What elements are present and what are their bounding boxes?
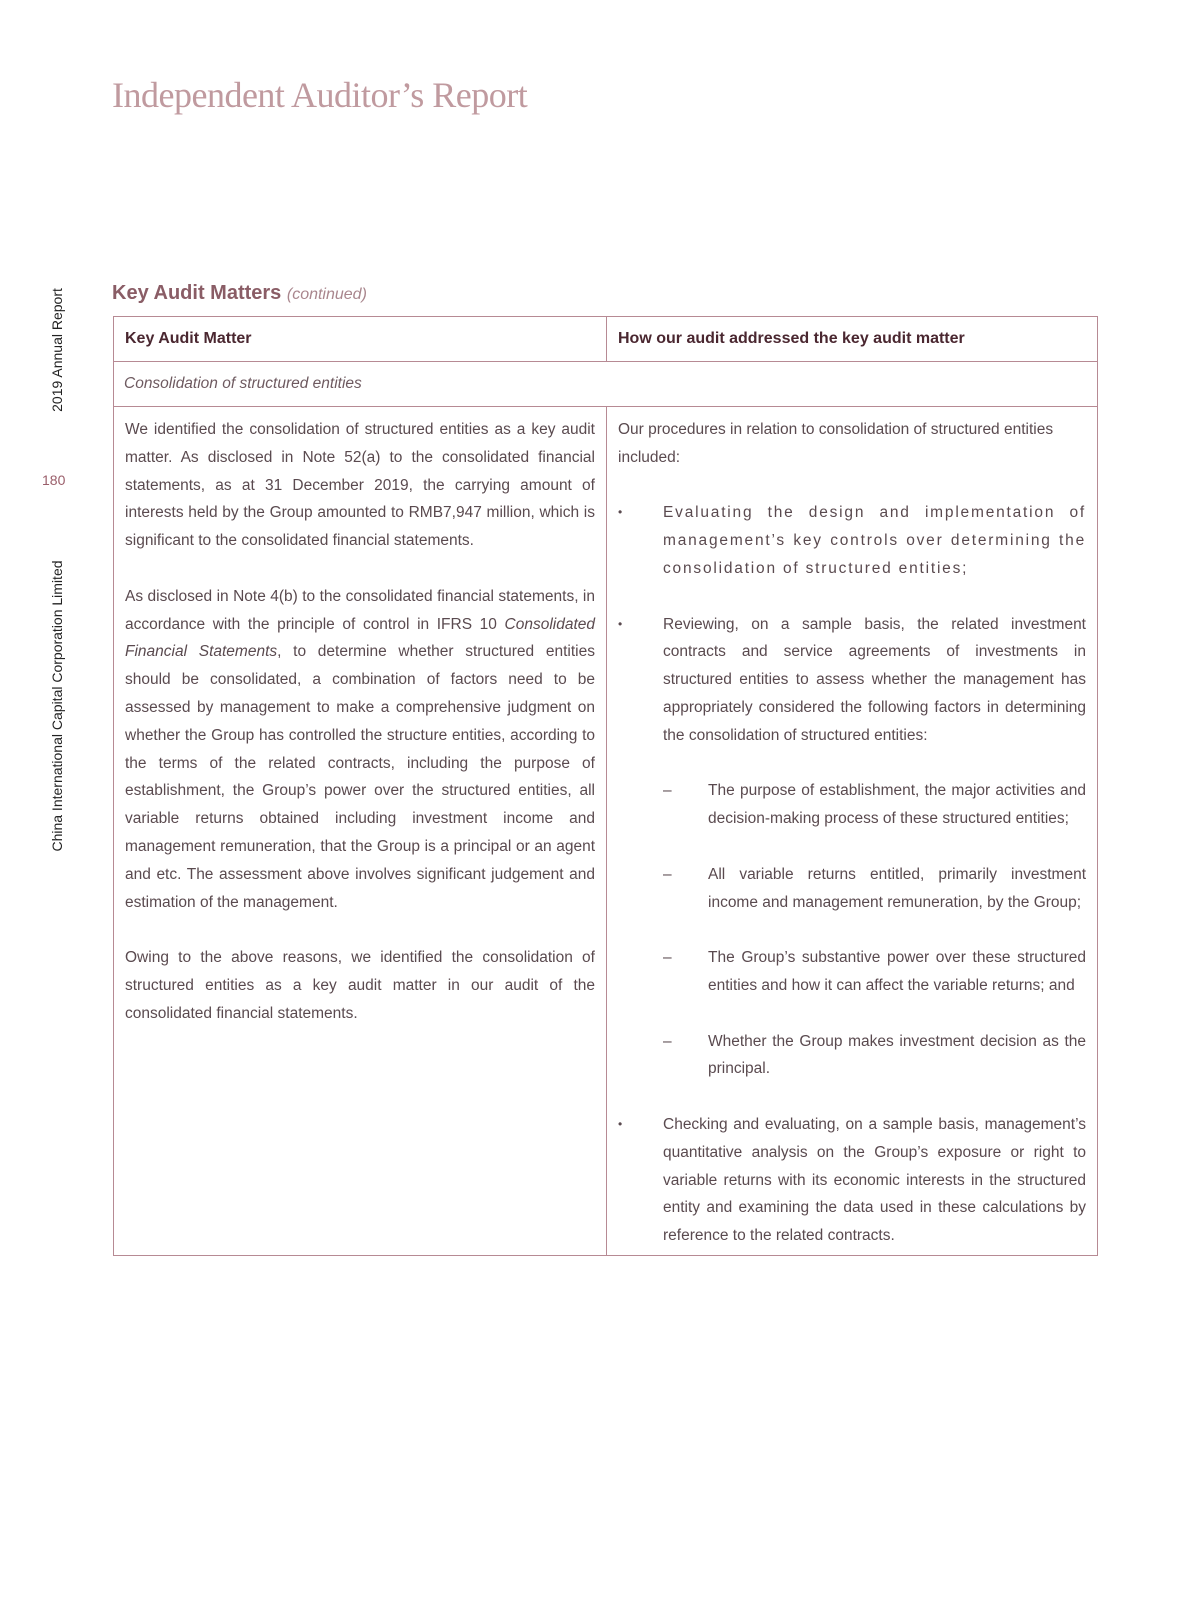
procedure-bullet-3 xyxy=(618,1111,1086,1250)
dash-marker: – xyxy=(663,949,672,967)
table-body-row xyxy=(114,407,1098,1256)
factor-item-1 xyxy=(618,777,1086,833)
table-subhead-row xyxy=(114,362,1098,407)
standard-name: Consolidated Financial Statements xyxy=(125,615,595,661)
audit-response-cell xyxy=(607,407,1098,1256)
factor-item-2-text: All variable returns entitled, primarily investment income and management remuneration, by the Group; xyxy=(708,865,1086,911)
procedure-bullet-2-text: Reviewing, on a sample basis, the related investment contracts and service agreements of investments in structured entities to assess whether the management has appropriately considered the following factors in determining the consolidation of structured entities: xyxy=(663,615,1086,744)
column-header-audit-response: How our audit addressed the key audit matter xyxy=(607,317,1098,362)
factor-item-2 xyxy=(618,861,1086,917)
procedure-bullet-1-text: Evaluating the design and implementation of management’s key controls over determining the consolidation of structured entities; xyxy=(663,504,1086,577)
section-title-text: Key Audit Matters xyxy=(112,282,282,304)
section-subtitle: (continued) xyxy=(286,286,367,303)
table-header-row xyxy=(114,317,1098,362)
factor-item-3-text: The Group’s substantive power over these structured entities and how it can affect the variable returns; and xyxy=(708,949,1086,994)
dash-marker: – xyxy=(663,1032,672,1050)
matter-paragraph-3: Owing to the above reasons, we identified the consolidation of structured entities as a key audit matter in our audit of the consolidated financial statements. xyxy=(125,949,595,1022)
bullet-marker: • xyxy=(618,616,623,631)
factor-item-1-text: The purpose of establishment, the major activities and decision-making process of these structured entities; xyxy=(708,782,1086,828)
matter-paragraph-2-end: , to determine whether structured entities should be consolidated, a combination of factors need to be assessed by management to make a comprehensive judgment on whether the Group has controlled the structure entities, according to the terms of the related contracts, including the purpose of establishment, the Group’s power over the structured entities, all variable returns obtained including investment income and management remuneration, that the Group is a principal or an agent and etc. The assessment above involves significant judgement and estimation of the management. xyxy=(125,643,595,911)
procedure-bullet-2 xyxy=(618,611,1086,750)
sidebar-company-name: China International Capital Corporation Limited xyxy=(49,560,65,852)
key-audit-matter-table xyxy=(113,316,1098,1256)
procedure-bullet-3-text: Checking and evaluating, on a sample basis, management’s quantitative analysis on the Group’s exposure or right to variable returns with its economic interests in the structured entity and examining the data used in these calculations by reference to the related contracts. xyxy=(663,1115,1086,1245)
matter-subheading: Consolidation of structured entities xyxy=(114,362,1098,407)
bullet-marker: • xyxy=(618,1116,623,1131)
procedures-intro: Our procedures in relation to consolidation of structured entities included: xyxy=(618,421,1054,466)
dash-marker: – xyxy=(663,865,672,883)
factor-item-4 xyxy=(618,1028,1086,1084)
key-audit-matter-cell xyxy=(114,407,607,1256)
procedure-bullet-1 xyxy=(618,499,1086,582)
matter-paragraph-2 xyxy=(125,583,595,917)
factor-item-3 xyxy=(618,944,1086,1000)
sidebar-report-year: 2019 Annual Report xyxy=(49,288,65,412)
column-header-key-audit-matter: Key Audit Matter xyxy=(114,317,607,362)
bullet-marker: • xyxy=(618,505,623,520)
matter-paragraph-1: We identified the consolidation of structured entities as a key audit matter. As disclosed in Note 52(a) to the consolidated financial statements, as at 31 December 2019, the carrying amount of interests held by the Group amounted to RMB7,947 million, which is significant to the consolidated financial statements. xyxy=(125,421,595,550)
page-title: Independent Auditor’s Report xyxy=(112,75,528,115)
factor-item-4-text: Whether the Group makes investment decision as the principal. xyxy=(708,1032,1086,1078)
section-title xyxy=(112,282,367,305)
matter-paragraph-2-start: As disclosed in Note 4(b) to the consolidated financial statements, in accordance with the principle of control in IFRS 10 xyxy=(125,587,595,633)
page-number: 180 xyxy=(42,472,66,488)
dash-marker: – xyxy=(663,782,672,800)
